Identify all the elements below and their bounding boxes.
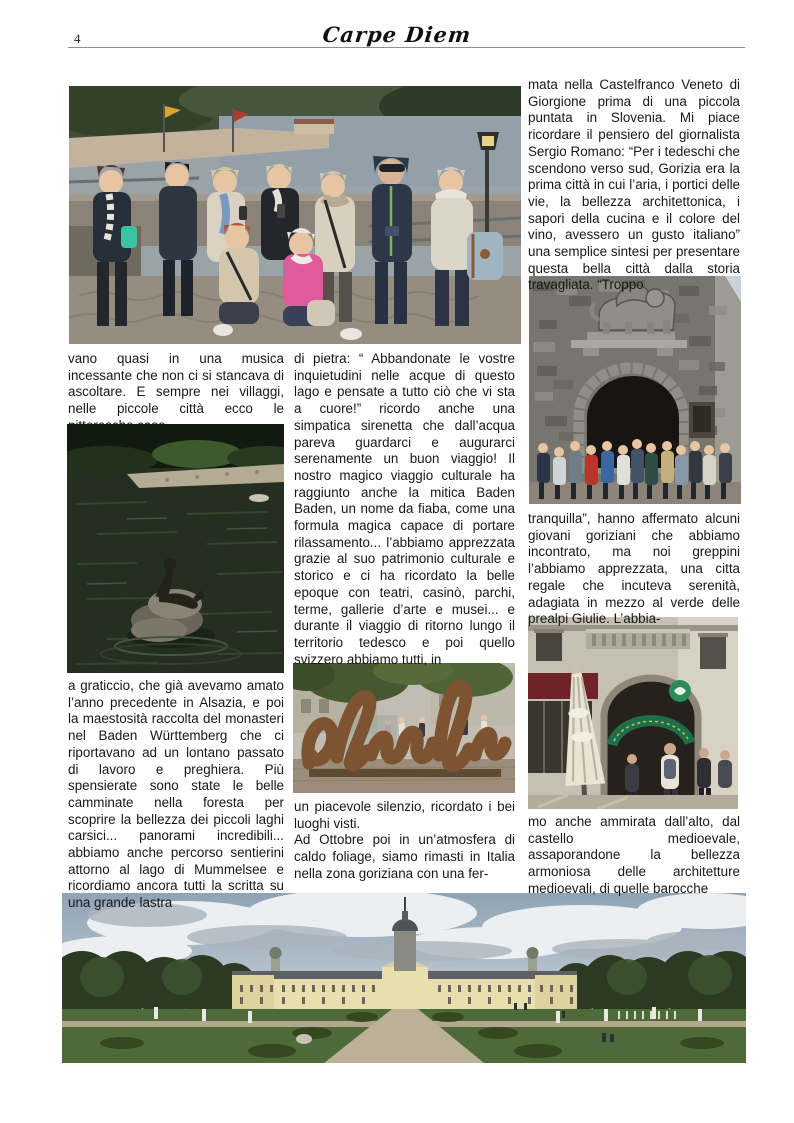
header-rule <box>68 47 745 48</box>
right-column-text-bottom <box>528 814 740 898</box>
paragraph: a graticcio, che già avevamo amato l’anno precedente in Alsazia, e poi la maestosità raccolta del monasteri nel Baden Württemberg che ci riportavano ad un lontano passato di lavoro e preghiera. Più spensierate sono state le belle camminate nella foresta per scoprire la bellezza dei piccoli laghi carsici... panorami incredibili... abbiamo anche percorso sentierini attorno al lago di Mummelsee e ricordiamo ancora tutti la scritta su una grande lastra <box>68 678 284 911</box>
right-column-text-top <box>528 77 740 294</box>
lake-mermaid-photo <box>67 424 284 673</box>
palace-panorama-photo <box>62 893 746 1063</box>
paragraph: mata nella Castelfranco Veneto di Giorgione prima di una piccola puntata in Slovenia. Mi piace ricordare il pensiero del giornalista Sergio Romano: “Per i tedeschi che scendono verso sud, Gorizia era la prima città in cui l’aria, i portici delle vie, la bellezza architettonica, i sapori della cucina e il colore del vino, avessero un gusto italiano” una semplice sintesi per presentare questa bella città dalla storia travagliata. “Troppo <box>528 77 740 293</box>
paragraph: Ad Ottobre poi in un’atmosfera di caldo foliage, siamo rimasti in Italia nella zona goriziana con una fer- <box>294 832 515 881</box>
street-arcade-photo <box>528 617 738 809</box>
page-number: 4 <box>74 31 81 46</box>
castle-gate-photo <box>529 276 741 504</box>
paragraph: un piacevole silenzio, ricordato i bei luoghi visti. <box>294 799 515 831</box>
script-sculpture-photo <box>293 663 515 793</box>
paragraph: di pietra: “ Abbandonate le vostre inquietudini nelle acque di questo lago e pensate a tutto ciò che vi sta a cuore!” ricordo anche una simpatica sirenetta che dall’acqua pareva guardarci e augurarci serenamente un buon viaggio! Il nostro magico viaggio culturale ha raggiunto anche la mitica Baden Baden, un nome da fiaba, come una formula magica capace di portare rilassamento... l’abbiamo apprezzata grazie al suo patrimonio culturale e storico e ci ha ricordato la belle epoque con teatri, casinò, parchi, terme, gallerie d’arte e musei... e durante il viaggio di ritorno lungo il territorio tedesco e poi quello svizzero abbiamo tutti, in <box>294 351 515 667</box>
paragraph: tranquilla”, hanno affermato alcuni giovani goriziani che abbiamo incontrato, ma noi greppini l’abbiamo apprezzata, una citta regale che incuteva serenità, adagiata in mezzo al verde delle prealpi Giulie. L’abbia- <box>528 511 740 627</box>
right-column-text-middle <box>528 511 740 628</box>
left-column-text-top <box>68 351 284 435</box>
group-photo <box>69 86 521 344</box>
middle-column-text-top <box>294 351 515 668</box>
paragraph: vano quasi in una musica incessante che non ci si stancava di ascoltare. E sempre nei villaggi, nelle piccole città ecco le pittoresche case <box>68 351 284 433</box>
left-column-text-bottom <box>68 678 284 912</box>
middle-column-text-bottom <box>294 799 515 883</box>
paragraph: mo anche ammirata dall’alto, dal castello medioevale, assaporandone la bellezza armoniosa delle architetture medioevali, di quelle barocche <box>528 814 740 896</box>
page-title: Carpe Diem <box>321 22 473 47</box>
